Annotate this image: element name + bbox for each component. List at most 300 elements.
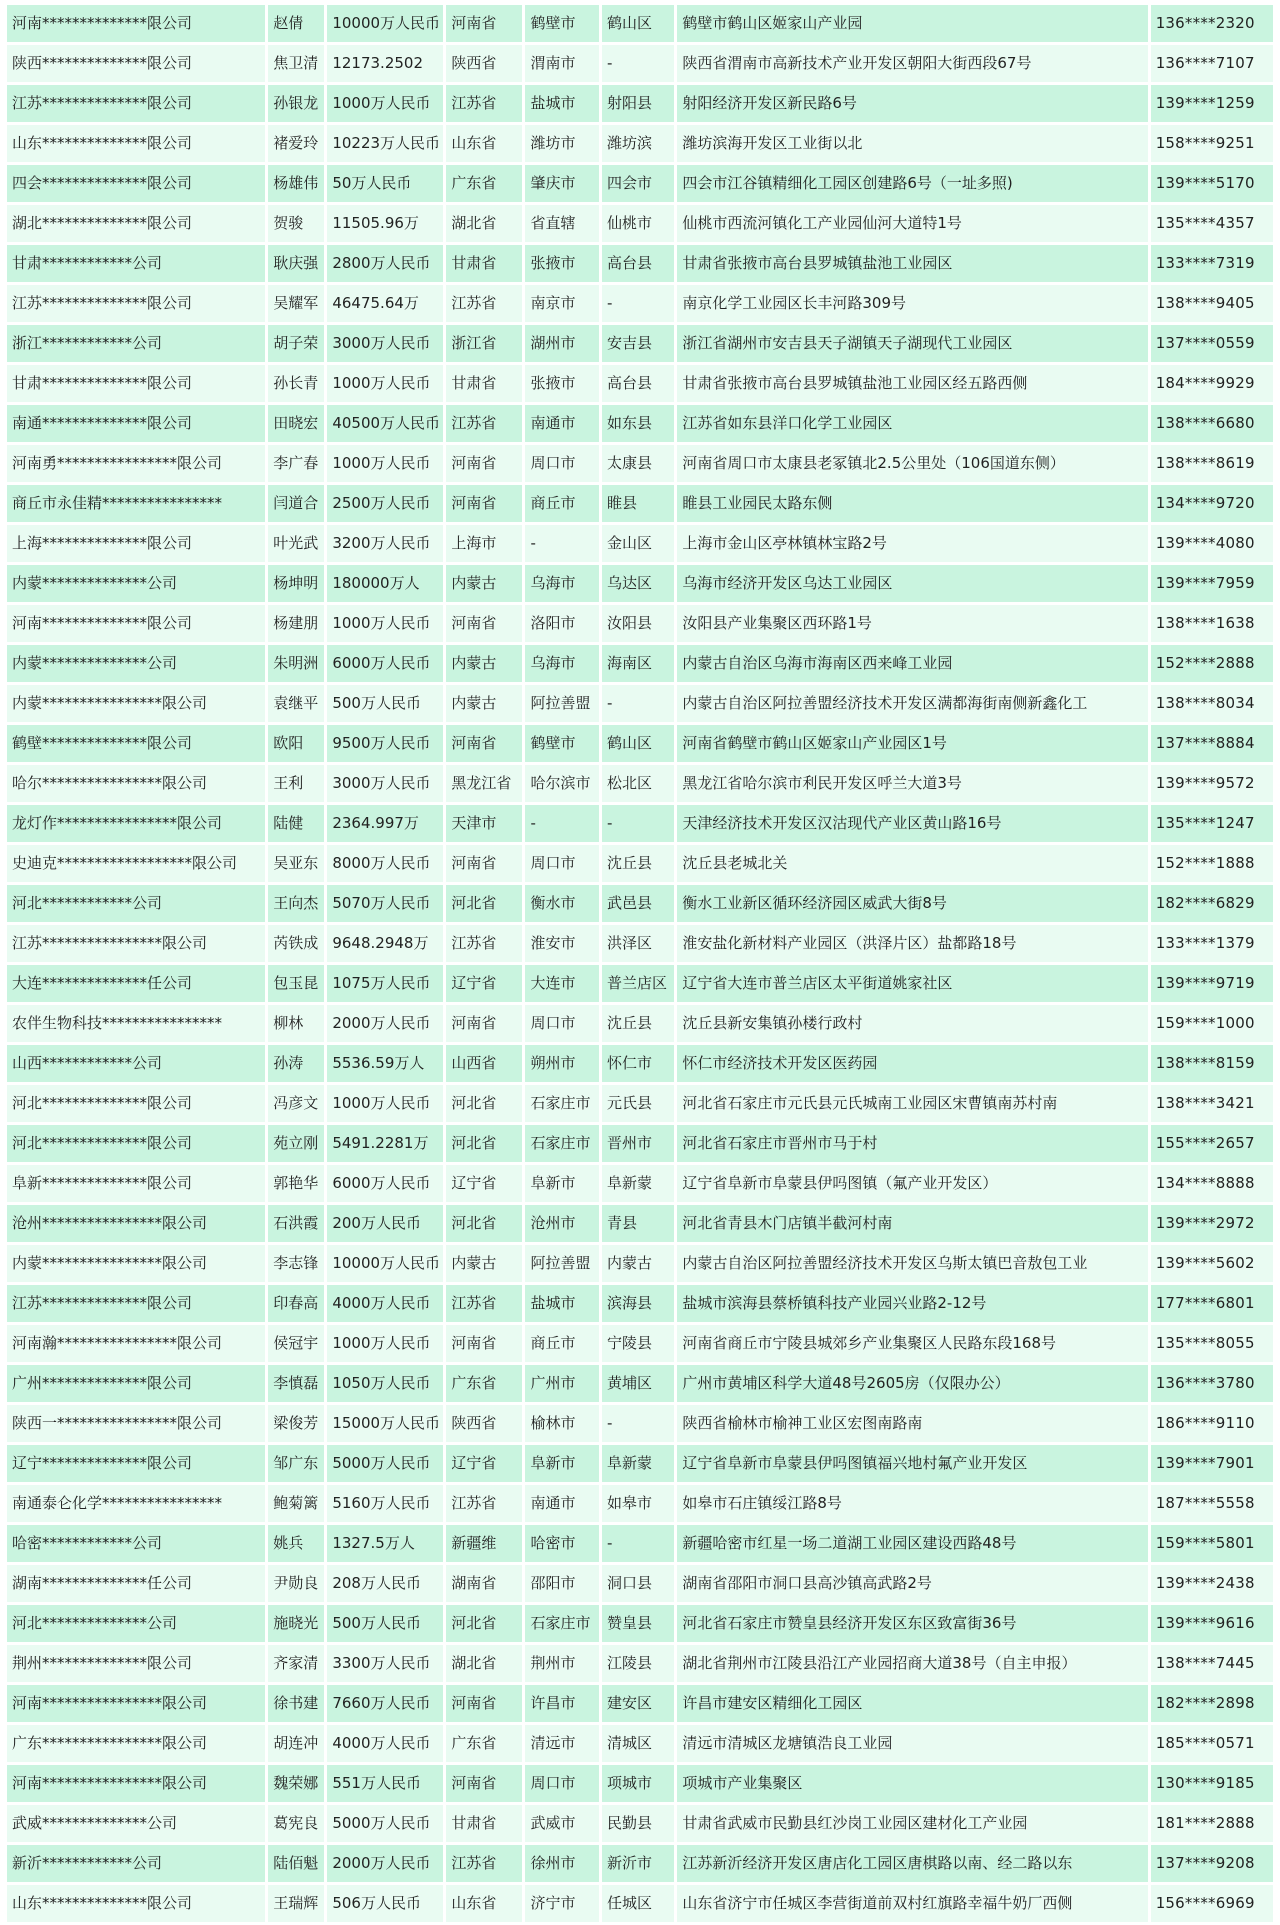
district-cell: 金山区 xyxy=(602,525,674,562)
registered-capital-cell: 500万人民币 xyxy=(327,1605,443,1642)
address-cell: 四会市江谷镇精细化工园区创建路6号（一址多照) xyxy=(677,165,1147,202)
legal-rep-cell: 吴亚东 xyxy=(268,845,324,882)
legal-rep-cell: 杨雄伟 xyxy=(268,165,324,202)
district-cell: 阜新蒙 xyxy=(602,1165,674,1202)
registered-capital-cell: 3000万人民币 xyxy=(327,765,443,802)
district-cell: 清城区 xyxy=(602,1725,674,1762)
table-row xyxy=(7,1445,1273,1482)
city-cell: - xyxy=(525,525,599,562)
registered-capital-cell: 15000万人民币 xyxy=(327,1405,443,1442)
table-row xyxy=(7,45,1273,82)
province-cell: 内蒙古 xyxy=(446,1245,522,1282)
address-cell: 如皋市石庄镇绥江路8号 xyxy=(677,1485,1147,1522)
company-name-cell: 江苏****************限公司 xyxy=(7,925,265,962)
phone-cell: 136****7107 xyxy=(1151,45,1273,82)
district-cell: 任城区 xyxy=(602,1885,674,1922)
address-cell: 浙江省湖州市安吉县天子湖镇天子湖现代工业园区 xyxy=(677,325,1147,362)
city-cell: 张掖市 xyxy=(525,365,599,402)
table-row xyxy=(7,725,1273,762)
registered-capital-cell: 10223万人民币 xyxy=(327,125,443,162)
company-name-cell: 山东**************限公司 xyxy=(7,125,265,162)
legal-rep-cell: 印春高 xyxy=(268,1285,324,1322)
table-row xyxy=(7,805,1273,842)
province-cell: 河南省 xyxy=(446,1765,522,1802)
address-cell: 甘肃省张掖市高台县罗城镇盐池工业园区 xyxy=(677,245,1147,282)
province-cell: 新疆维 xyxy=(446,1525,522,1562)
address-cell: 江苏新沂经济开发区唐店化工园区唐棋路以南、经二路以东 xyxy=(677,1845,1147,1882)
address-cell: 上海市金山区亭林镇林宝路2号 xyxy=(677,525,1147,562)
district-cell: 洪泽区 xyxy=(602,925,674,962)
registered-capital-cell: 1000万人民币 xyxy=(327,85,443,122)
company-name-cell: 江苏**************限公司 xyxy=(7,85,265,122)
legal-rep-cell: 赵倩 xyxy=(268,5,324,42)
table-row xyxy=(7,285,1273,322)
company-name-cell: 江苏**************限公司 xyxy=(7,1285,265,1322)
district-cell: 睢县 xyxy=(602,485,674,522)
table-row xyxy=(7,765,1273,802)
registered-capital-cell: 1075万人民币 xyxy=(327,965,443,1002)
address-cell: 辽宁省阜新市阜蒙县伊吗图镇福兴地村氟产业开发区 xyxy=(677,1445,1147,1482)
phone-cell: 135****1247 xyxy=(1151,805,1273,842)
table-row xyxy=(7,1525,1273,1562)
legal-rep-cell: 李广春 xyxy=(268,445,324,482)
address-cell: 湖南省邵阳市洞口县高沙镇高武路2号 xyxy=(677,1565,1147,1602)
legal-rep-cell: 施晓光 xyxy=(268,1605,324,1642)
province-cell: 内蒙古 xyxy=(446,565,522,602)
province-cell: 广东省 xyxy=(446,1725,522,1762)
legal-rep-cell: 焦卫清 xyxy=(268,45,324,82)
table-row xyxy=(7,1325,1273,1362)
city-cell: 省直辖 xyxy=(525,205,599,242)
phone-cell: 137****9208 xyxy=(1151,1845,1273,1882)
province-cell: 江苏省 xyxy=(446,1485,522,1522)
city-cell: 徐州市 xyxy=(525,1845,599,1882)
province-cell: 山东省 xyxy=(446,125,522,162)
legal-rep-cell: 杨坤明 xyxy=(268,565,324,602)
province-cell: 河南省 xyxy=(446,1325,522,1362)
legal-rep-cell: 叶光武 xyxy=(268,525,324,562)
phone-cell: 181****2888 xyxy=(1151,1805,1273,1842)
district-cell: 鹤山区 xyxy=(602,5,674,42)
phone-cell: 159****5801 xyxy=(1151,1525,1273,1562)
legal-rep-cell: 徐书建 xyxy=(268,1685,324,1722)
company-name-cell: 武威**************公司 xyxy=(7,1805,265,1842)
registered-capital-cell: 9648.2948万 xyxy=(327,925,443,962)
province-cell: 广东省 xyxy=(446,1365,522,1402)
address-cell: 射阳经济开发区新民路6号 xyxy=(677,85,1147,122)
phone-cell: 159****1000 xyxy=(1151,1005,1273,1042)
phone-cell: 139****5602 xyxy=(1151,1245,1273,1282)
district-cell: - xyxy=(602,685,674,722)
table-row xyxy=(7,1605,1273,1642)
table-row xyxy=(7,845,1273,882)
registered-capital-cell: 6000万人民币 xyxy=(327,1165,443,1202)
address-cell: 河北省青县木门店镇半截河村南 xyxy=(677,1205,1147,1242)
registered-capital-cell: 200万人民币 xyxy=(327,1205,443,1242)
address-cell: 沈丘县新安集镇孙楼行政村 xyxy=(677,1005,1147,1042)
phone-cell: 182****2898 xyxy=(1151,1685,1273,1722)
legal-rep-cell: 包玉昆 xyxy=(268,965,324,1002)
table-row xyxy=(7,445,1273,482)
address-cell: 河南省商丘市宁陵县城郊乡产业集聚区人民路东段168号 xyxy=(677,1325,1147,1362)
company-name-cell: 广东****************限公司 xyxy=(7,1725,265,1762)
city-cell: 邵阳市 xyxy=(525,1565,599,1602)
district-cell: 四会市 xyxy=(602,165,674,202)
phone-cell: 156****6969 xyxy=(1151,1885,1273,1922)
city-cell: 济宁市 xyxy=(525,1885,599,1922)
phone-cell: 136****2320 xyxy=(1151,5,1273,42)
registered-capital-cell: 3300万人民币 xyxy=(327,1645,443,1682)
city-cell: 周口市 xyxy=(525,1005,599,1042)
company-name-cell: 内蒙**************公司 xyxy=(7,645,265,682)
company-name-cell: 浙江************公司 xyxy=(7,325,265,362)
table-row xyxy=(7,605,1273,642)
registered-capital-cell: 50万人民币 xyxy=(327,165,443,202)
province-cell: 湖北省 xyxy=(446,1645,522,1682)
city-cell: 阜新市 xyxy=(525,1165,599,1202)
registered-capital-cell: 500万人民币 xyxy=(327,685,443,722)
address-cell: 内蒙古自治区乌海市海南区西来峰工业园 xyxy=(677,645,1147,682)
province-cell: 内蒙古 xyxy=(446,685,522,722)
table-row xyxy=(7,565,1273,602)
registered-capital-cell: 1000万人民币 xyxy=(327,1085,443,1122)
legal-rep-cell: 石洪霞 xyxy=(268,1205,324,1242)
legal-rep-cell: 孙长青 xyxy=(268,365,324,402)
district-cell: 黄埔区 xyxy=(602,1365,674,1402)
address-cell: 内蒙古自治区阿拉善盟经济技术开发区乌斯太镇巴音敖包工业 xyxy=(677,1245,1147,1282)
registered-capital-cell: 9500万人民币 xyxy=(327,725,443,762)
phone-cell: 137****0559 xyxy=(1151,325,1273,362)
legal-rep-cell: 王向杰 xyxy=(268,885,324,922)
phone-cell: 155****2657 xyxy=(1151,1125,1273,1162)
province-cell: 甘肃省 xyxy=(446,1805,522,1842)
province-cell: 河南省 xyxy=(446,5,522,42)
company-name-cell: 湖南**************任公司 xyxy=(7,1565,265,1602)
city-cell: 乌海市 xyxy=(525,645,599,682)
province-cell: 江苏省 xyxy=(446,1845,522,1882)
phone-cell: 187****5558 xyxy=(1151,1485,1273,1522)
city-cell: - xyxy=(525,805,599,842)
legal-rep-cell: 陆佰魁 xyxy=(268,1845,324,1882)
company-name-cell: 陕西**************限公司 xyxy=(7,45,265,82)
province-cell: 河北省 xyxy=(446,1125,522,1162)
registered-capital-cell: 5160万人民币 xyxy=(327,1485,443,1522)
registered-capital-cell: 40500万人民币 xyxy=(327,405,443,442)
registered-capital-cell: 1000万人民币 xyxy=(327,1325,443,1362)
province-cell: 江苏省 xyxy=(446,405,522,442)
table-row xyxy=(7,1765,1273,1802)
phone-cell: 185****0571 xyxy=(1151,1725,1273,1762)
city-cell: 阜新市 xyxy=(525,1445,599,1482)
registered-capital-cell: 5000万人民币 xyxy=(327,1805,443,1842)
company-name-cell: 荆州**************限公司 xyxy=(7,1645,265,1682)
district-cell: - xyxy=(602,45,674,82)
address-cell: 沈丘县老城北关 xyxy=(677,845,1147,882)
table-row xyxy=(7,965,1273,1002)
district-cell: 青县 xyxy=(602,1205,674,1242)
legal-rep-cell: 闫道合 xyxy=(268,485,324,522)
address-cell: 项城市产业集聚区 xyxy=(677,1765,1147,1802)
legal-rep-cell: 陆健 xyxy=(268,805,324,842)
city-cell: 周口市 xyxy=(525,1765,599,1802)
province-cell: 天津市 xyxy=(446,805,522,842)
registered-capital-cell: 2000万人民币 xyxy=(327,1005,443,1042)
table-row xyxy=(7,685,1273,722)
district-cell: 高台县 xyxy=(602,365,674,402)
registered-capital-cell: 551万人民币 xyxy=(327,1765,443,1802)
district-cell: 如东县 xyxy=(602,405,674,442)
legal-rep-cell: 侯冠宇 xyxy=(268,1325,324,1362)
registered-capital-cell: 1000万人民币 xyxy=(327,605,443,642)
province-cell: 陕西省 xyxy=(446,1405,522,1442)
company-name-cell: 辽宁**************限公司 xyxy=(7,1445,265,1482)
table-row xyxy=(7,1125,1273,1162)
city-cell: 榆林市 xyxy=(525,1405,599,1442)
company-name-cell: 河北**************限公司 xyxy=(7,1125,265,1162)
address-cell: 陕西省榆林市榆神工业区宏图南路南 xyxy=(677,1405,1147,1442)
address-cell: 衡水工业新区循环经济园区威武大街8号 xyxy=(677,885,1147,922)
table-row xyxy=(7,1085,1273,1122)
registered-capital-cell: 506万人民币 xyxy=(327,1885,443,1922)
company-name-cell: 陕西一****************限公司 xyxy=(7,1405,265,1442)
company-name-cell: 内蒙****************限公司 xyxy=(7,1245,265,1282)
table-row xyxy=(7,1685,1273,1722)
district-cell: 新沂市 xyxy=(602,1845,674,1882)
province-cell: 山西省 xyxy=(446,1045,522,1082)
registered-capital-cell: 3000万人民币 xyxy=(327,325,443,362)
city-cell: 渭南市 xyxy=(525,45,599,82)
table-row xyxy=(7,1005,1273,1042)
province-cell: 河北省 xyxy=(446,1205,522,1242)
district-cell: 宁陵县 xyxy=(602,1325,674,1362)
city-cell: 大连市 xyxy=(525,965,599,1002)
registered-capital-cell: 1327.5万人 xyxy=(327,1525,443,1562)
district-cell: 滨海县 xyxy=(602,1285,674,1322)
district-cell: 潍坊滨 xyxy=(602,125,674,162)
province-cell: 上海市 xyxy=(446,525,522,562)
table-row xyxy=(7,125,1273,162)
province-cell: 江苏省 xyxy=(446,925,522,962)
registered-capital-cell: 5491.2281万 xyxy=(327,1125,443,1162)
registered-capital-cell: 2500万人民币 xyxy=(327,485,443,522)
province-cell: 河南省 xyxy=(446,845,522,882)
phone-cell: 139****2438 xyxy=(1151,1565,1273,1602)
legal-rep-cell: 梁俊芳 xyxy=(268,1405,324,1442)
registered-capital-cell: 5070万人民币 xyxy=(327,885,443,922)
company-name-cell: 哈尔****************限公司 xyxy=(7,765,265,802)
table-row xyxy=(7,245,1273,282)
province-cell: 甘肃省 xyxy=(446,365,522,402)
registered-capital-cell: 11505.96万 xyxy=(327,205,443,242)
legal-rep-cell: 魏荣娜 xyxy=(268,1765,324,1802)
legal-rep-cell: 冯彦文 xyxy=(268,1085,324,1122)
company-name-cell: 河北**************限公司 xyxy=(7,1085,265,1122)
address-cell: 陕西省渭南市高新技术产业开发区朝阳大街西段67号 xyxy=(677,45,1147,82)
district-cell: 洞口县 xyxy=(602,1565,674,1602)
company-name-cell: 河北************公司 xyxy=(7,885,265,922)
company-table xyxy=(4,2,1276,1925)
legal-rep-cell: 欧阳 xyxy=(268,725,324,762)
city-cell: 石家庄市 xyxy=(525,1125,599,1162)
legal-rep-cell: 尹勋良 xyxy=(268,1565,324,1602)
address-cell: 仙桃市西流河镇化工产业园仙河大道特1号 xyxy=(677,205,1147,242)
city-cell: 许昌市 xyxy=(525,1685,599,1722)
province-cell: 河北省 xyxy=(446,885,522,922)
legal-rep-cell: 芮铁成 xyxy=(268,925,324,962)
phone-cell: 133****1379 xyxy=(1151,925,1273,962)
province-cell: 甘肃省 xyxy=(446,245,522,282)
legal-rep-cell: 邹广东 xyxy=(268,1445,324,1482)
legal-rep-cell: 袁继平 xyxy=(268,685,324,722)
district-cell: 安吉县 xyxy=(602,325,674,362)
table-row xyxy=(7,1805,1273,1842)
province-cell: 河南省 xyxy=(446,485,522,522)
table-row xyxy=(7,1885,1273,1922)
city-cell: 石家庄市 xyxy=(525,1605,599,1642)
address-cell: 汝阳县产业集聚区西环路1号 xyxy=(677,605,1147,642)
company-name-cell: 鹤壁**************限公司 xyxy=(7,725,265,762)
company-name-cell: 河南勇****************限公司 xyxy=(7,445,265,482)
registered-capital-cell: 5000万人民币 xyxy=(327,1445,443,1482)
province-cell: 河北省 xyxy=(446,1085,522,1122)
city-cell: 盐城市 xyxy=(525,85,599,122)
company-name-cell: 新沂************公司 xyxy=(7,1845,265,1882)
address-cell: 鹤壁市鹤山区姬家山产业园 xyxy=(677,5,1147,42)
table-row xyxy=(7,205,1273,242)
legal-rep-cell: 齐家清 xyxy=(268,1645,324,1682)
province-cell: 黑龙江省 xyxy=(446,765,522,802)
legal-rep-cell: 李志锋 xyxy=(268,1245,324,1282)
address-cell: 河南省鹤壁市鹤山区姬家山产业园区1号 xyxy=(677,725,1147,762)
city-cell: 清远市 xyxy=(525,1725,599,1762)
table-row xyxy=(7,1845,1273,1882)
address-cell: 江苏省如东县洋口化学工业园区 xyxy=(677,405,1147,442)
phone-cell: 138****8159 xyxy=(1151,1045,1273,1082)
registered-capital-cell: 4000万人民币 xyxy=(327,1725,443,1762)
phone-cell: 138****9405 xyxy=(1151,285,1273,322)
phone-cell: 139****9719 xyxy=(1151,965,1273,1002)
phone-cell: 139****5170 xyxy=(1151,165,1273,202)
province-cell: 河南省 xyxy=(446,725,522,762)
address-cell: 甘肃省张掖市高台县罗城镇盐池工业园区经五路西侧 xyxy=(677,365,1147,402)
registered-capital-cell: 46475.64万 xyxy=(327,285,443,322)
address-cell: 河北省石家庄市晋州市马于村 xyxy=(677,1125,1147,1162)
table-row xyxy=(7,1205,1273,1242)
address-cell: 潍坊滨海开发区工业街以北 xyxy=(677,125,1147,162)
legal-rep-cell: 吴耀军 xyxy=(268,285,324,322)
phone-cell: 137****8884 xyxy=(1151,725,1273,762)
city-cell: 盐城市 xyxy=(525,1285,599,1322)
table-row xyxy=(7,525,1273,562)
address-cell: 广州市黄埔区科学大道48号2605房（仅限办公） xyxy=(677,1365,1147,1402)
address-cell: 甘肃省武威市民勤县红沙岗工业园区建材化工产业园 xyxy=(677,1805,1147,1842)
address-cell: 河北省石家庄市赞皇县经济开发区东区致富街36号 xyxy=(677,1605,1147,1642)
phone-cell: 138****8619 xyxy=(1151,445,1273,482)
address-cell: 辽宁省大连市普兰店区太平街道姚家社区 xyxy=(677,965,1147,1002)
table-row xyxy=(7,1565,1273,1602)
table-row xyxy=(7,885,1273,922)
address-cell: 许昌市建安区精细化工园区 xyxy=(677,1685,1147,1722)
table-row xyxy=(7,85,1273,122)
district-cell: 仙桃市 xyxy=(602,205,674,242)
company-name-cell: 大连**************任公司 xyxy=(7,965,265,1002)
legal-rep-cell: 姚兵 xyxy=(268,1525,324,1562)
province-cell: 江苏省 xyxy=(446,85,522,122)
address-cell: 河北省石家庄市元氏县元氏城南工业园区宋曹镇南苏村南 xyxy=(677,1085,1147,1122)
province-cell: 辽宁省 xyxy=(446,1445,522,1482)
district-cell: 普兰店区 xyxy=(602,965,674,1002)
legal-rep-cell: 葛宪良 xyxy=(268,1805,324,1842)
registered-capital-cell: 7660万人民币 xyxy=(327,1685,443,1722)
registered-capital-cell: 1000万人民币 xyxy=(327,445,443,482)
phone-cell: 139****2972 xyxy=(1151,1205,1273,1242)
province-cell: 湖南省 xyxy=(446,1565,522,1602)
province-cell: 广东省 xyxy=(446,165,522,202)
phone-cell: 139****7959 xyxy=(1151,565,1273,602)
company-name-cell: 广州**************限公司 xyxy=(7,1365,265,1402)
company-name-cell: 甘肃**************限公司 xyxy=(7,365,265,402)
phone-cell: 136****3780 xyxy=(1151,1365,1273,1402)
city-cell: 商丘市 xyxy=(525,485,599,522)
legal-rep-cell: 朱明洲 xyxy=(268,645,324,682)
registered-capital-cell: 2000万人民币 xyxy=(327,1845,443,1882)
district-cell: - xyxy=(602,285,674,322)
phone-cell: 158****9251 xyxy=(1151,125,1273,162)
legal-rep-cell: 杨建朋 xyxy=(268,605,324,642)
company-name-cell: 河南****************限公司 xyxy=(7,1765,265,1802)
city-cell: 商丘市 xyxy=(525,1325,599,1362)
district-cell: 高台县 xyxy=(602,245,674,282)
district-cell: 射阳县 xyxy=(602,85,674,122)
city-cell: 武威市 xyxy=(525,1805,599,1842)
province-cell: 江苏省 xyxy=(446,1285,522,1322)
district-cell: 沈丘县 xyxy=(602,845,674,882)
phone-cell: 135****8055 xyxy=(1151,1325,1273,1362)
company-listing-sheet xyxy=(4,2,1276,1925)
company-name-cell: 山西************公司 xyxy=(7,1045,265,1082)
legal-rep-cell: 孙涛 xyxy=(268,1045,324,1082)
company-name-cell: 沧州****************限公司 xyxy=(7,1205,265,1242)
district-cell: 建安区 xyxy=(602,1685,674,1722)
city-cell: 洛阳市 xyxy=(525,605,599,642)
legal-rep-cell: 孙银龙 xyxy=(268,85,324,122)
legal-rep-cell: 胡连冲 xyxy=(268,1725,324,1762)
company-name-cell: 河南**************限公司 xyxy=(7,605,265,642)
legal-rep-cell: 鲍菊篱 xyxy=(268,1485,324,1522)
company-name-cell: 阜新**************限公司 xyxy=(7,1165,265,1202)
legal-rep-cell: 耿庆强 xyxy=(268,245,324,282)
phone-cell: 184****9929 xyxy=(1151,365,1273,402)
city-cell: 荆州市 xyxy=(525,1645,599,1682)
province-cell: 浙江省 xyxy=(446,325,522,362)
city-cell: 鹤壁市 xyxy=(525,725,599,762)
company-name-cell: 南通**************限公司 xyxy=(7,405,265,442)
phone-cell: 186****9110 xyxy=(1151,1405,1273,1442)
registered-capital-cell: 6000万人民币 xyxy=(327,645,443,682)
table-body xyxy=(7,5,1273,1922)
table-row xyxy=(7,405,1273,442)
city-cell: 南通市 xyxy=(525,1485,599,1522)
legal-rep-cell: 柳林 xyxy=(268,1005,324,1042)
district-cell: 怀仁市 xyxy=(602,1045,674,1082)
city-cell: 周口市 xyxy=(525,845,599,882)
city-cell: 哈密市 xyxy=(525,1525,599,1562)
table-row xyxy=(7,1645,1273,1682)
table-row xyxy=(7,1365,1273,1402)
city-cell: 淮安市 xyxy=(525,925,599,962)
address-cell: 淮安盐化新材料产业园区（洪泽片区）盐都路18号 xyxy=(677,925,1147,962)
city-cell: 鹤壁市 xyxy=(525,5,599,42)
